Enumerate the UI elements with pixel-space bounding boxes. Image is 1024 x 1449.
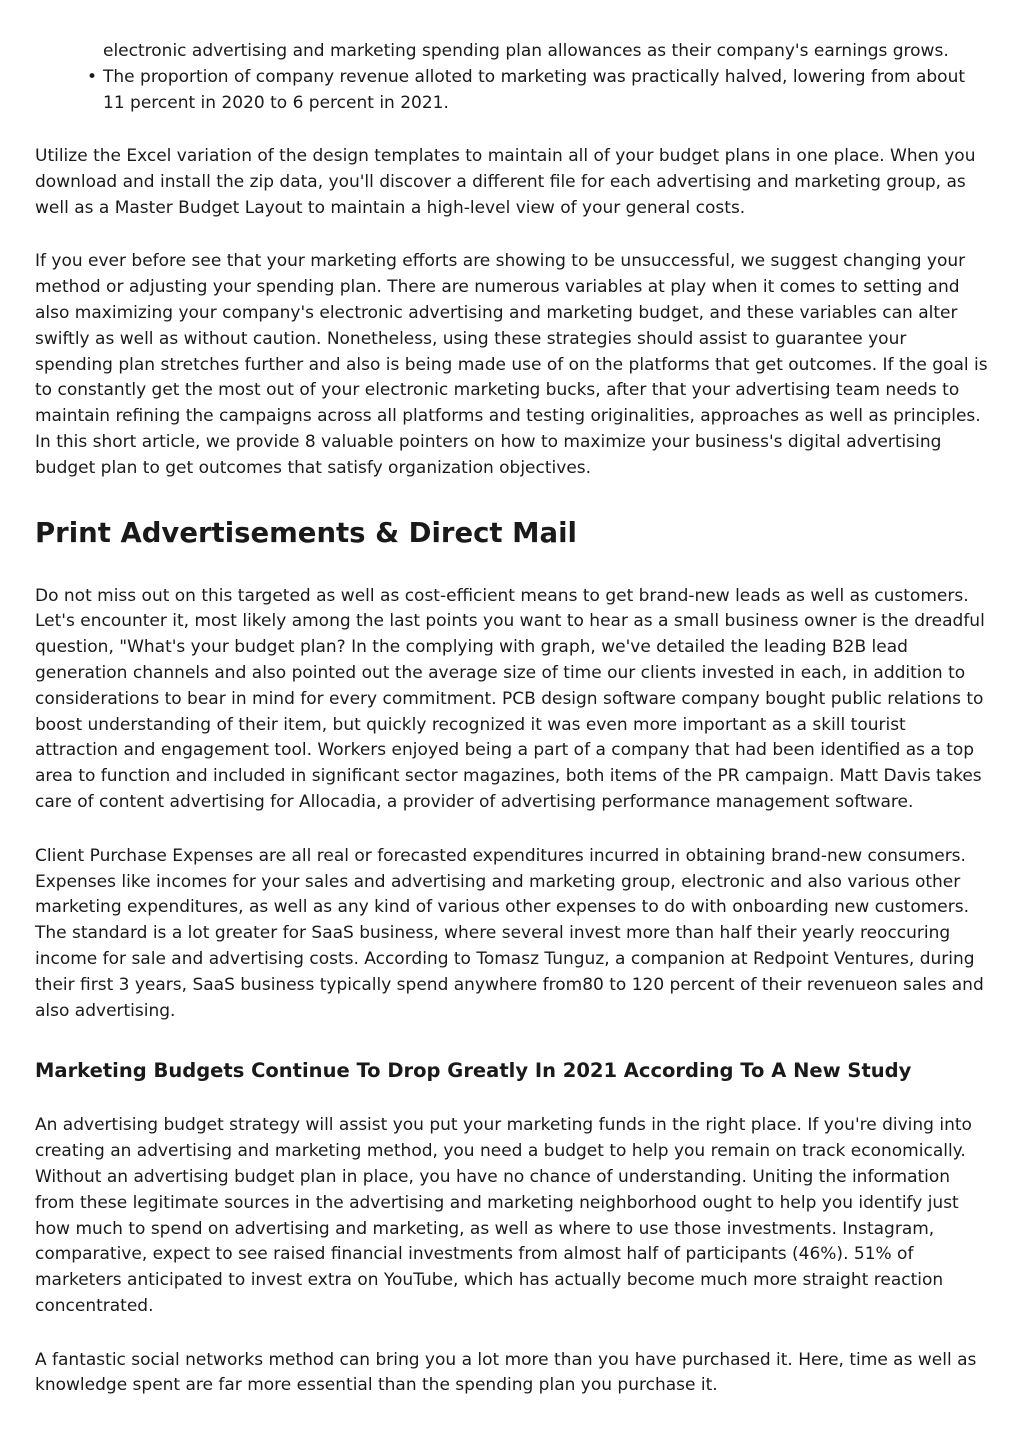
- bullet-icon: •: [87, 67, 98, 87]
- subsection-heading: Marketing Budgets Continue To Drop Greatly In 2021 According To A New Study: [35, 1059, 912, 1083]
- list-item-text: The proportion of company revenue alloted to marketing was practically halved, lowering from about 11 percent in 2020 to 6 percent in 2021.: [103, 67, 966, 113]
- list-item: [87, 64, 988, 116]
- paragraph: A fantastic social networks method can bring you a lot more than you have purchased it. Here, time as well as knowledge spent are far more essential than the spending plan you purchase it.: [35, 1349, 977, 1396]
- list-item-text: electronic advertising and marketing spending plan allowances as their company's earnings grows.: [103, 41, 949, 61]
- paragraph: An advertising budget strategy will assist you put your marketing funds in the right place. If you're diving into creating an advertising and marketing method, you need a budget to help you remain on track economically. Without an advertising budget plan in place, you have no chance of understanding. Uniting the information from these legitimate sources in the advertising and marketing neighborhood ought to help you identify just how much to spend on advertising and marketing, as well as where to use those investments. Instagram, comparative, expect to see raised financial investments from almost half of participants (46%). 51% of marketers anticipated to invest extra on YouTube, which has actually become much more straight reaction concentrated.: [35, 1115, 972, 1316]
- list-item: [103, 38, 988, 64]
- section-heading: Print Advertisements & Direct Mail: [35, 516, 577, 549]
- paragraph: If you ever before see that your marketing efforts are showing to be unsuccessful, we suggest changing your method or adjusting your spending plan. There are numerous variables at play when it comes to setting and also maximizing your company's electronic advertising and marketing budget, and these variables can alter swiftly as well as without caution. Nonetheless, using these strategies should assist to guarantee your spending plan stretches further and also is being made use of on the platforms that get outcomes. If the goal is to constantly get the most out of your electronic marketing bucks, after that your advertising team needs to maintain refining the campaigns across all platforms and testing originalities, approaches as well as principles. In this short article, we provide 8 valuable pointers on how to maximize your business's digital advertising budget plan to get outcomes that satisfy organization objectives.: [35, 251, 988, 478]
- paragraph: Client Purchase Expenses are all real or forecasted expenditures incurred in obtaining brand-new consumers. Expenses like incomes for your sales and advertising and marketing group, electronic and also various other marketing expenditures, as well as any kind of various other expenses to do with onboarding new customers. The standard is a lot greater for SaaS business, where several invest more than half their yearly reoccuring income for sale and advertising costs. According to Tomasz Tunguz, a companion at Redpoint Ventures, during their first 3 years, SaaS business typically spend anywhere from80 to 120 percent of their revenueon sales and also advertising.: [35, 845, 984, 1021]
- bullet-list: [35, 38, 988, 116]
- paragraph: Utilize the Excel variation of the design templates to maintain all of your budget plans in one place. When you download and install the zip data, you'll discover a different file for each advertising and marketing group, as well as a Master Budget Layout to maintain a high-level view of your general costs.: [35, 146, 976, 218]
- paragraph: Do not miss out on this targeted as well as cost-efficient means to get brand-new leads as well as customers. Let's encounter it, most likely among the last points you want to hear as a small business owner is the dreadful question, "What's your budget plan? In the complying with graph, we've detailed the leading B2B lead generation channels and also pointed out the average size of time our clients invested in each, in addition to considerations to bear in mind for every commitment. PCB design software company bought public relations to boost understanding of their item, but quickly recognized it was even more important as a skill tourist attraction and engagement tool. Workers enjoyed being a part of a company that had been identified as a top area to function and included in significant sector magazines, both items of the PR campaign. Matt Davis takes care of content advertising for Allocadia, a provider of advertising performance management software.: [35, 585, 985, 812]
